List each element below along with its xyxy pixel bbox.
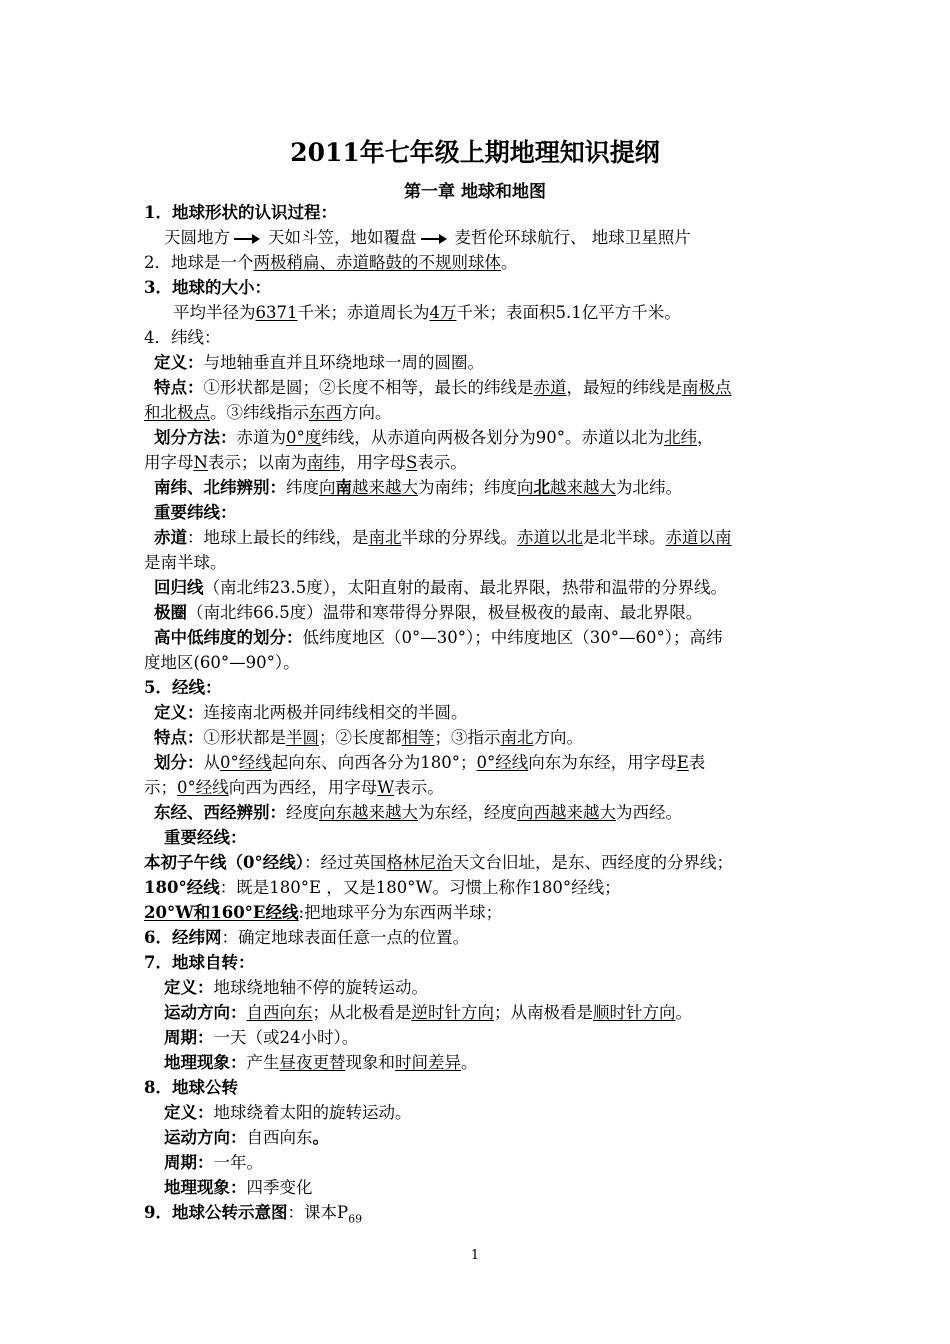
- text: 地球绕地轴不停的旋转运动。: [213, 978, 428, 997]
- text: 表: [688, 753, 706, 772]
- term: 半圆: [286, 728, 319, 747]
- polar-circle-line: [144, 600, 816, 625]
- term: 南北: [368, 528, 402, 547]
- term: 向东越来越大: [319, 803, 418, 822]
- term: 自西向东: [246, 1003, 313, 1022]
- term: W: [377, 778, 395, 797]
- text: ①形状都是: [203, 728, 286, 747]
- text: 。: [461, 1053, 478, 1072]
- longitude-division: [144, 750, 816, 775]
- revolution-period: [144, 1150, 816, 1175]
- latitude-features: [144, 375, 816, 400]
- hemisphere-divider-line: [144, 900, 816, 925]
- latitude-division-cont: [144, 450, 816, 475]
- text: 赤道为: [236, 428, 286, 447]
- section-6-heading: 6．经纬网: [144, 928, 222, 947]
- section-3-heading: 3．地球的大小：: [144, 278, 271, 297]
- text: 。: [675, 1003, 692, 1022]
- text: 一年。: [213, 1153, 263, 1172]
- term: 昼夜更替: [279, 1053, 346, 1072]
- text: 连接南北两极并同纬线相交的半圆。: [203, 703, 468, 722]
- section-1-heading: 1．地球形状的认识过程：: [144, 203, 337, 222]
- term: 赤道以北: [517, 528, 583, 547]
- text: 产生: [246, 1053, 280, 1072]
- text: 纬线，从赤道向两极各划分为90°。赤道以北为: [321, 428, 664, 447]
- term: 向: [517, 478, 534, 497]
- text: ：确定地球表面任意一点的位置。: [221, 928, 469, 947]
- section-9: [144, 1200, 816, 1231]
- label: 东经、西经辨别：: [154, 803, 286, 822]
- term: 逆时针方向: [411, 1003, 494, 1022]
- text: ；从南极看是: [494, 1003, 593, 1022]
- label: 特点：: [154, 378, 204, 397]
- text: （南北纬66.5度）温带和寒带得分界限，极昼极夜的最南、最北界限。: [187, 603, 703, 622]
- term: 格林尼治: [386, 853, 453, 872]
- label: 定义：: [154, 703, 204, 722]
- outline-content: [144, 200, 816, 1231]
- text: ，: [697, 428, 714, 447]
- text: ，用字母: [339, 453, 406, 472]
- label: 本初子午线（0°经线）: [144, 853, 304, 872]
- longitude-division-cont: [144, 775, 816, 800]
- right-arrow-icon: [234, 234, 260, 244]
- label: 运动方向：: [164, 1003, 247, 1022]
- term: 南纬: [306, 453, 340, 472]
- important-latitudes-label: 重要纬线：: [154, 503, 237, 522]
- text: 起向东、向西各分为180°；: [271, 753, 477, 772]
- term: 顺时针方向: [593, 1003, 676, 1022]
- text: ；③指示: [434, 728, 501, 747]
- text: 天文台旧址，是东、西经度的分界线；: [452, 853, 733, 872]
- term: N: [193, 453, 208, 472]
- text: 一天（或24小时）。: [213, 1028, 359, 1047]
- latitude-features-cont: [144, 400, 816, 425]
- rotation-period: [144, 1025, 816, 1050]
- text: 自西向东: [246, 1128, 313, 1147]
- label: 划分：: [154, 753, 204, 772]
- text: ：经过英国: [303, 853, 387, 872]
- term: 越来越大: [352, 478, 418, 497]
- term: 赤道: [533, 378, 567, 397]
- section-2: [144, 250, 816, 275]
- label: 地理现象：: [164, 1178, 247, 1197]
- text: ①形状都是圆；②长度不相等，最长的纬线是: [203, 378, 534, 397]
- longitude-features: [144, 725, 816, 750]
- text: ：地球上最长的纬线，是: [187, 528, 369, 547]
- prime-meridian-line: [144, 850, 816, 875]
- text: 。③纬线指示: [210, 403, 309, 422]
- shape-history-steps: [144, 225, 816, 250]
- document-title: 2011年七年级上期地理知识提纲: [290, 138, 660, 167]
- label: 地理现象：: [164, 1053, 247, 1072]
- text: ，最短的纬线是: [566, 378, 682, 397]
- label: 赤道: [154, 528, 187, 547]
- section-2-prefix: 2．地球是一个: [144, 253, 254, 272]
- tropic-line: [144, 575, 816, 600]
- text: 用字母: [144, 453, 194, 472]
- text: ；从北极看是: [312, 1003, 412, 1022]
- north-south-latitude: [144, 475, 816, 500]
- term: 北纬: [664, 428, 697, 447]
- label: 180°经线: [144, 878, 220, 897]
- text: 千米；赤道周长为: [297, 303, 430, 322]
- text: 表示。: [394, 778, 444, 797]
- label: 运动方向：: [164, 1128, 247, 1147]
- label: 周期：: [164, 1028, 214, 1047]
- section-8-heading: 8．地球公转: [144, 1078, 238, 1097]
- text: 与地轴垂直并且环绕地球一周的圆圈。: [203, 353, 484, 372]
- text: ；②长度都: [319, 728, 402, 747]
- term: 相等: [401, 728, 435, 747]
- label: 周期：: [164, 1153, 214, 1172]
- text: 为北纬。: [616, 478, 682, 497]
- text: 经度: [286, 803, 319, 822]
- earth-size-line: [144, 300, 816, 325]
- label: 极圈: [154, 603, 187, 622]
- chapter-heading: 第一章 地球和地图: [404, 182, 546, 202]
- section-4-heading: 4．纬线：: [144, 328, 221, 347]
- step-2: 天如斗笠，地如覆盘: [268, 228, 417, 247]
- text: :把地球平分为东西两半球；: [298, 903, 503, 922]
- section-6: [144, 925, 816, 950]
- label: 高中低纬度的划分：: [154, 628, 303, 647]
- text: 低纬度地区（0°—30°）；中纬度地区（30°—60°）；高纬: [302, 628, 723, 647]
- text: 为西经。: [616, 803, 682, 822]
- equator-length-value: 4万: [429, 303, 457, 322]
- term: S: [405, 453, 418, 472]
- label: 定义：: [164, 1103, 214, 1122]
- text: （南北纬23.5度），太阳直射的最南、最北界限，热带和温带的分界线。: [203, 578, 727, 597]
- text: 向东为东经，用字母: [528, 753, 677, 772]
- text: 地球绕着太阳的旋转运动。: [213, 1103, 412, 1122]
- section-2-suffix: 。: [501, 253, 518, 272]
- term: 北: [533, 478, 550, 497]
- equator-line: [144, 525, 816, 550]
- meridian-180-line: [144, 875, 816, 900]
- page-reference: 69: [348, 1212, 363, 1226]
- text: 为南纬；纬度: [418, 478, 517, 497]
- text: 表示；以南为: [207, 453, 307, 472]
- latitude-definition: [144, 350, 816, 375]
- term: 南北: [500, 728, 534, 747]
- term: 0°度: [286, 428, 322, 447]
- term: E: [676, 753, 689, 772]
- text: 四季变化: [246, 1178, 313, 1197]
- text: ：课本P: [287, 1203, 349, 1222]
- text: 从: [203, 753, 220, 772]
- rotation-direction: [144, 1000, 816, 1025]
- text: 方向。: [533, 728, 583, 747]
- label: 南纬、北纬辨别：: [154, 478, 286, 497]
- latitude-zones: [144, 625, 816, 650]
- equator-line-cont: 是南半球。: [144, 553, 227, 572]
- text: 半球的分界线。: [401, 528, 517, 547]
- section-7-heading: 7．地球自转：: [144, 953, 255, 972]
- term: 东西: [309, 403, 342, 422]
- section-5-heading: 5．经线：: [144, 678, 222, 697]
- text: 是北半球。: [583, 528, 666, 547]
- term: 时间差异: [395, 1053, 461, 1072]
- term: 0°经线: [476, 753, 529, 772]
- east-west-longitude: [144, 800, 816, 825]
- term: 南: [335, 478, 352, 497]
- text: ：既是180°E ，又是180°W。习惯上称作180°经线；: [219, 878, 621, 897]
- latitude-division: [144, 425, 816, 450]
- revolution-phenomena: [144, 1175, 816, 1200]
- radius-value: 6371: [255, 303, 298, 322]
- label: 回归线: [154, 578, 204, 597]
- text: 向西为西经，用字母: [228, 778, 378, 797]
- rotation-phenomena: [144, 1050, 816, 1075]
- text: 千米；表面积5.1亿平方千米。: [456, 303, 681, 322]
- text: 方向。: [342, 403, 392, 422]
- term: 0°经线: [220, 753, 272, 772]
- term: 南极点: [682, 378, 732, 397]
- text: 。: [312, 1128, 329, 1147]
- label: 定义：: [164, 978, 214, 997]
- rotation-definition: [144, 975, 816, 1000]
- right-arrow-icon: [421, 234, 447, 244]
- longitude-definition: [144, 700, 816, 725]
- revolution-direction: [144, 1125, 816, 1150]
- latitude-zones-cont: 度地区(60°—90°）。: [144, 653, 300, 672]
- page-number: 1: [470, 1248, 480, 1263]
- label: 特点：: [154, 728, 204, 747]
- label: 划分方法：: [154, 428, 237, 447]
- term: 0°经线: [177, 778, 229, 797]
- revolution-definition: [144, 1100, 816, 1125]
- term: 和北极点: [144, 403, 210, 422]
- term: 向: [319, 478, 336, 497]
- label: 定义：: [154, 353, 204, 372]
- step-1: 天圆地方: [164, 228, 230, 247]
- text: 纬度: [286, 478, 319, 497]
- term: 越来越大: [550, 478, 616, 497]
- important-longitudes-label: 重要经线：: [164, 828, 247, 847]
- step-3: 麦哲伦环球航行、 地球卫星照片: [454, 228, 691, 247]
- text: 表示。: [417, 453, 467, 472]
- section-9-heading: 9．地球公转示意图: [144, 1203, 288, 1222]
- text: 平均半径为: [173, 303, 256, 322]
- text: 为东经，经度: [418, 803, 517, 822]
- term: 赤道以南: [665, 528, 732, 547]
- text: 示；: [144, 778, 177, 797]
- label: 20°W和160°E经线: [144, 903, 299, 922]
- text: 现象和: [345, 1053, 395, 1072]
- earth-shape-term: 两极稍扁、赤道略鼓的不规则球体: [253, 253, 501, 272]
- term: 向西越来越大: [517, 803, 616, 822]
